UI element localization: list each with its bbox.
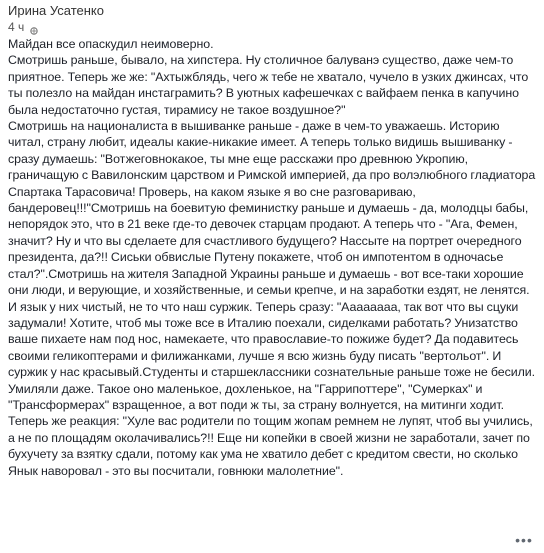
post-timestamp[interactable]: 4 ч [8, 19, 25, 34]
author-name[interactable]: Ирина Усатенко [8, 3, 104, 18]
facebook-post [8, 2, 538, 479]
post-meta [8, 19, 538, 35]
post-body-text: Майдан все опаскудил неимоверно. Смотришь раньше, бывало, на хипстера. Ну столичное балуванэ существо, даже чем-то приятное. Теперь же же: "Ахтыжблядь, чего ж тебе не хватало, чучело в узких джинсах, что ты полезло на майдан инстаграмить? В уютных кафешечках с вайфаем пенка в капучино была недостаточно густая, тирамису не такое воздушное?" Смотришь на националиста в вышиванке раньше - даже в чем-то уважаешь. Историю читал, страну любит, идеалы какие-никакие имеет. А теперь только видишь вышиванку - сразу думаешь: "Вотжеговнокакое, ты мне еще расскажи про древнюю Укропию, граничащую с Вавилонским царством и Римской империей, да про волэлюбного гладиатора Спартака Тарасовича! Проверь, на каком языке я во сне разговариваю, бандеровец!!!"Смотришь на боевитую феминистку раньше и думаешь - да, молодцы бабы, непорядок это, что в 21 веке где-то девочек старцам продают. А теперь что - "Ага, Фемен, значит? Ну и что вы сделаете для счастливого будущего? Нассыте на портрет очередного президента, да?!! Сиськи обвислые Путену покажете, чтоб он импотентом в одночасье стал?".Смотришь на жителя Западной Украины раньше и думаешь - вот все-таки хорошие они люди, и верующие, и хозяйственные, и семьи крепче, и на заработки ездят, не ленятся. И язык у них чистый, не то что наш суржик. Теперь сразу: "Аааааааа, так вот что вы сцуки задумали! Хотите, чтоб мы тоже все в Италию поехали, сиделками работать? Унизатство ваше пихаете нам под нос, намекаете, что православие-то пожиже будет? Да подавитесь своими геликоптерами и филижанками, лучше я всю жизнь буду писать "вертольот". И суржик у нас красывый.Студенты и старшеклассники сознательные раньше тоже не бесили. Умиляли даже. Такое оно маленькое, дохленькое, на "Гаррипоттере", "Сумерках" и "Трансформерах" взращенное, а вот поди ж ты, за страну волнуется, на митинги ходит. Теперь же реакция: "Хуле вас родители по тощим жопам ремнем не лупят, чтоб вы учились, а не по площадям околачивались?!! Еще ни копейки в своей жизни не заработали, зачет по бухучету за взятку сдали, потому как ума не хватило дебет с кредитом свести, но сколько Янык наворовал - это вы посчитали, говнюки малолетние". [8, 37, 536, 478]
more-options-icon[interactable]: ••• [515, 532, 533, 548]
post-header [8, 2, 538, 35]
globe-icon[interactable] [30, 23, 38, 31]
